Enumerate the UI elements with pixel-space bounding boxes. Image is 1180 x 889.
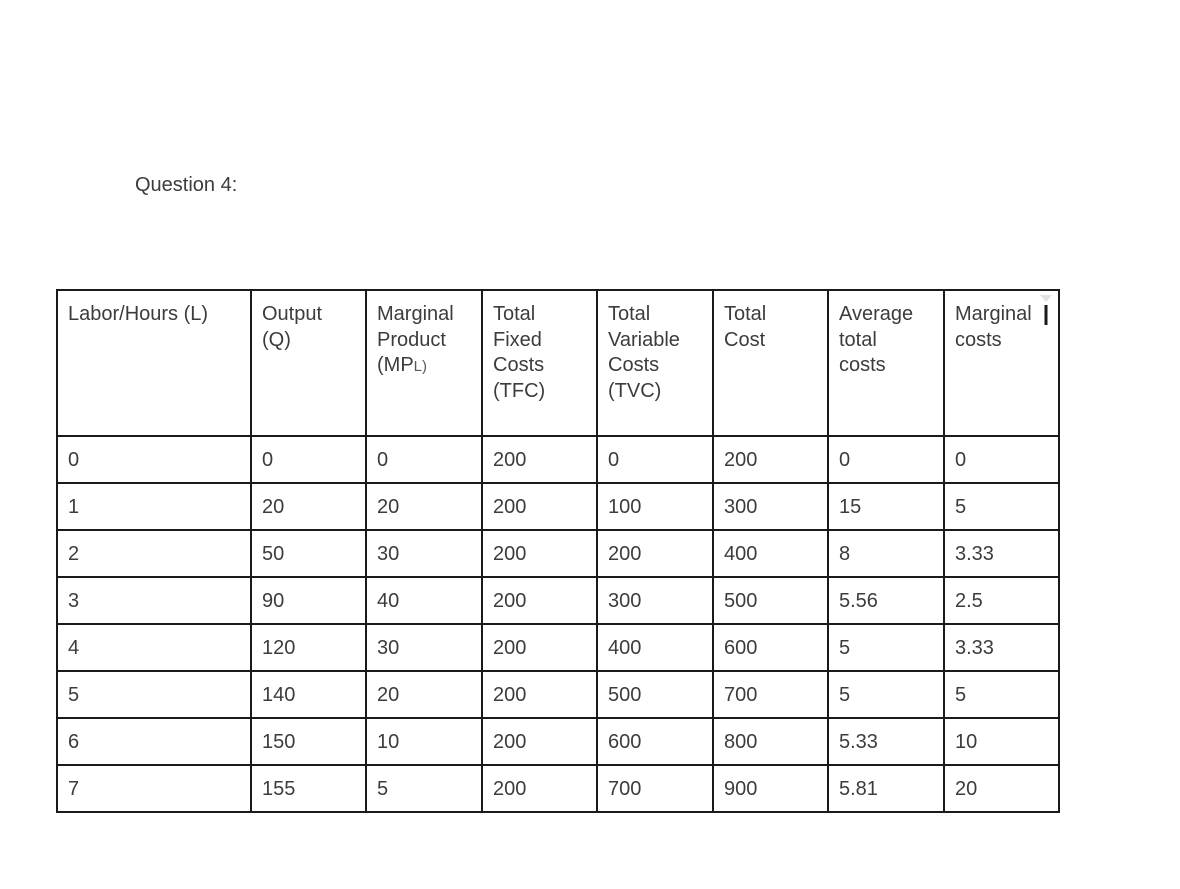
table-cell[interactable]: 5: [944, 671, 1059, 718]
table-cell[interactable]: 0: [366, 436, 482, 483]
table-cell[interactable]: 600: [713, 624, 828, 671]
table-cell[interactable]: 3.33: [944, 624, 1059, 671]
table-cell[interactable]: 3: [57, 577, 251, 624]
table-cell[interactable]: 200: [482, 436, 597, 483]
table-row: [57, 765, 1059, 812]
table-cell[interactable]: 15: [828, 483, 944, 530]
table-cell[interactable]: 4: [57, 624, 251, 671]
table-cell[interactable]: 200: [482, 718, 597, 765]
table-cell[interactable]: 30: [366, 530, 482, 577]
table-cell[interactable]: 120: [251, 624, 366, 671]
table-cell[interactable]: 10: [944, 718, 1059, 765]
table-cell[interactable]: 5.33: [828, 718, 944, 765]
table-cell[interactable]: 700: [713, 671, 828, 718]
table-cell[interactable]: 300: [597, 577, 713, 624]
table-row: [57, 718, 1059, 765]
table-cell[interactable]: 2: [57, 530, 251, 577]
table-cell[interactable]: 0: [828, 436, 944, 483]
table-cell[interactable]: 20: [366, 671, 482, 718]
table-cell[interactable]: 10: [366, 718, 482, 765]
table-cell[interactable]: 50: [251, 530, 366, 577]
table-cell[interactable]: 800: [713, 718, 828, 765]
table-row: [57, 436, 1059, 483]
header-marginal-product-subscript: L): [413, 358, 428, 375]
table-cell[interactable]: 2.5: [944, 577, 1059, 624]
table-row: [57, 530, 1059, 577]
table-cell[interactable]: 900: [713, 765, 828, 812]
header-marginal-costs[interactable]: Marginal costs: [944, 290, 1059, 436]
table-cell[interactable]: 20: [366, 483, 482, 530]
table-row: [57, 671, 1059, 718]
table-cell[interactable]: 20: [944, 765, 1059, 812]
header-total-cost[interactable]: Total Cost: [713, 290, 828, 436]
header-average-total-costs[interactable]: Average total costs: [828, 290, 944, 436]
header-marginal-product-label: Marginal Product (MP: [377, 303, 454, 376]
table-cell[interactable]: 200: [482, 765, 597, 812]
table-cell[interactable]: 600: [597, 718, 713, 765]
table-cell[interactable]: 140: [251, 671, 366, 718]
table-cell[interactable]: 5: [828, 671, 944, 718]
text-cursor-icon: [1037, 293, 1055, 327]
header-marginal-product[interactable]: [366, 290, 482, 436]
table-cell[interactable]: 3.33: [944, 530, 1059, 577]
table-cell[interactable]: 0: [57, 436, 251, 483]
table-cell[interactable]: 5.81: [828, 765, 944, 812]
table-cell[interactable]: 150: [251, 718, 366, 765]
table-cell[interactable]: 400: [713, 530, 828, 577]
table-cell[interactable]: 300: [713, 483, 828, 530]
table-cell[interactable]: 5: [944, 483, 1059, 530]
header-total-variable-costs[interactable]: Total Variable Costs (TVC): [597, 290, 713, 436]
table-cell[interactable]: 200: [482, 671, 597, 718]
table-cell[interactable]: 5: [828, 624, 944, 671]
table-cell[interactable]: 5.56: [828, 577, 944, 624]
table-cell[interactable]: 0: [597, 436, 713, 483]
cost-table: [56, 289, 1060, 813]
table-cell[interactable]: 90: [251, 577, 366, 624]
table-cell[interactable]: 0: [944, 436, 1059, 483]
table-cell[interactable]: 200: [482, 624, 597, 671]
table-cell[interactable]: 700: [597, 765, 713, 812]
table-cell[interactable]: 200: [482, 530, 597, 577]
table-cell[interactable]: 200: [482, 483, 597, 530]
header-labor-hours[interactable]: Labor/Hours (L): [57, 290, 251, 436]
table-header-row: [57, 290, 1059, 436]
table-row: [57, 577, 1059, 624]
table-row: [57, 483, 1059, 530]
table-cell[interactable]: 30: [366, 624, 482, 671]
table-cell[interactable]: 6: [57, 718, 251, 765]
table-cell[interactable]: 200: [482, 577, 597, 624]
table-cell[interactable]: 0: [251, 436, 366, 483]
header-total-fixed-costs[interactable]: Total Fixed Costs (TFC): [482, 290, 597, 436]
table-cell[interactable]: 1: [57, 483, 251, 530]
table-cell[interactable]: 20: [251, 483, 366, 530]
table-cell[interactable]: 100: [597, 483, 713, 530]
table-cell[interactable]: 7: [57, 765, 251, 812]
table-cell[interactable]: 155: [251, 765, 366, 812]
table-cell[interactable]: 500: [713, 577, 828, 624]
table-cell[interactable]: 5: [57, 671, 251, 718]
header-output[interactable]: Output (Q): [251, 290, 366, 436]
table-cell[interactable]: 500: [597, 671, 713, 718]
table-cell[interactable]: 5: [366, 765, 482, 812]
table-row: [57, 624, 1059, 671]
table-cell[interactable]: 400: [597, 624, 713, 671]
table-cell[interactable]: 40: [366, 577, 482, 624]
table-cell[interactable]: 8: [828, 530, 944, 577]
table-cell[interactable]: 200: [713, 436, 828, 483]
table-cell[interactable]: 200: [597, 530, 713, 577]
question-title: Question 4:: [135, 174, 238, 196]
